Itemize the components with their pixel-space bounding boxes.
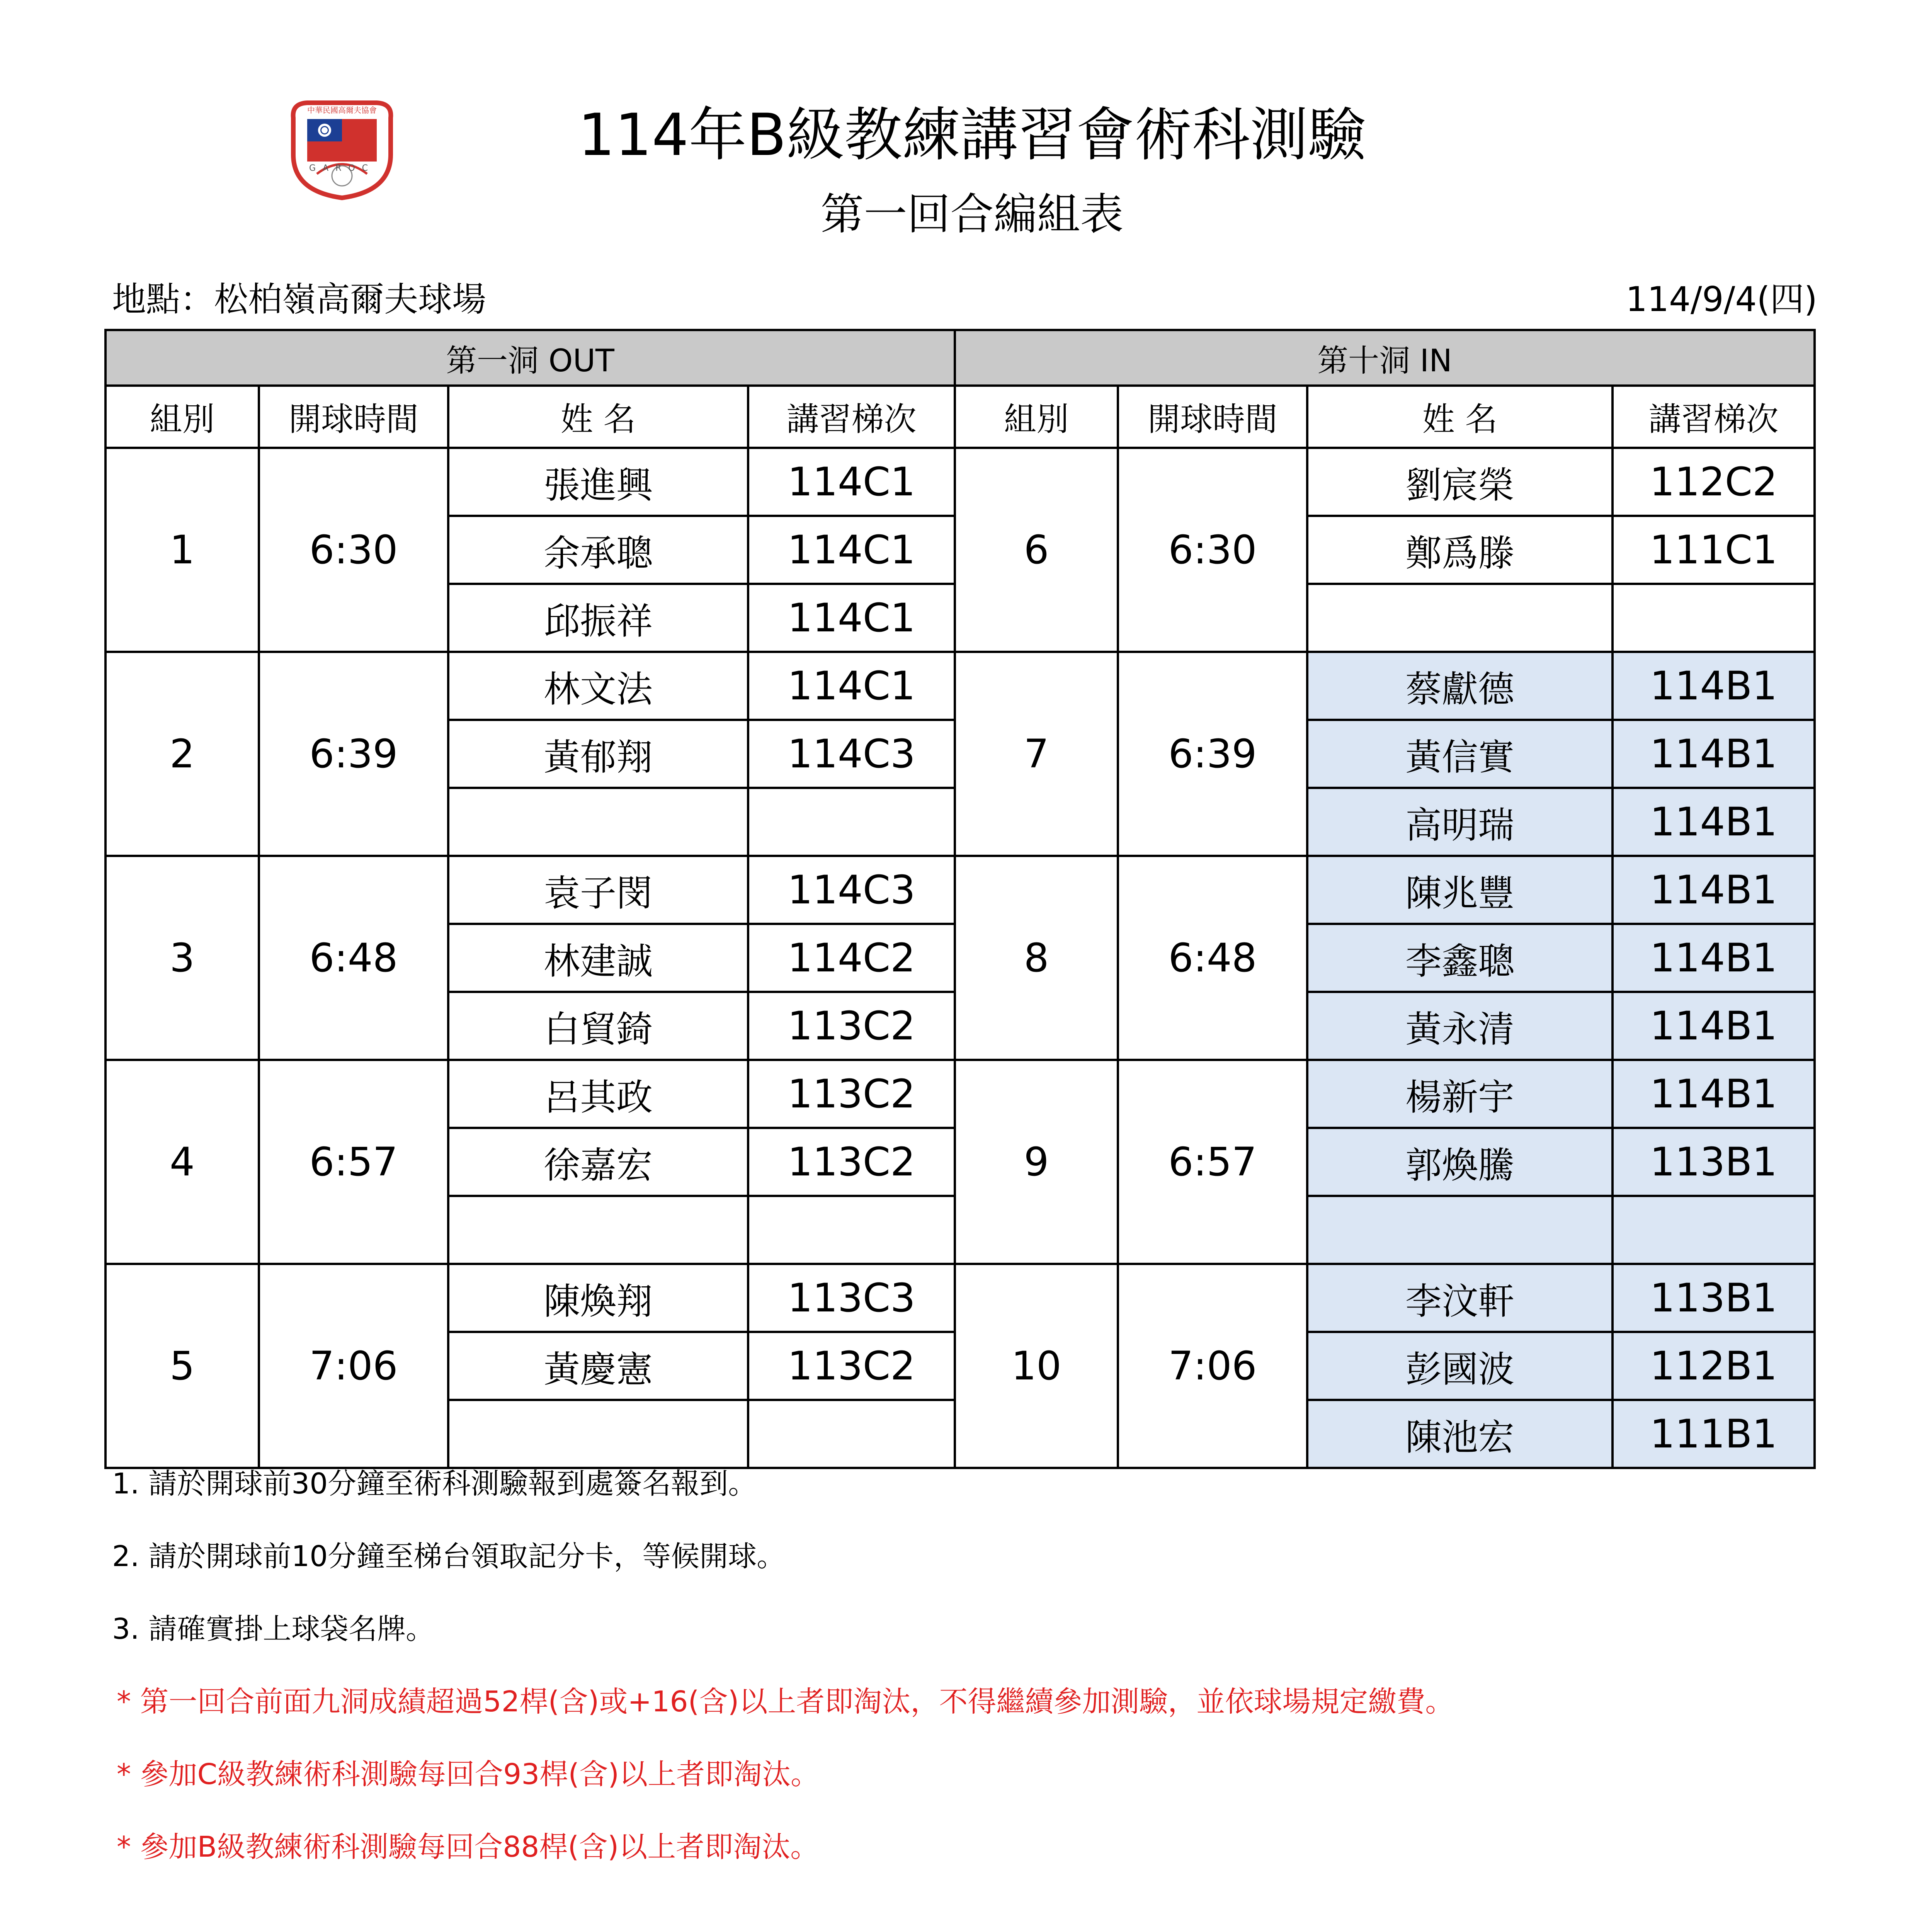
in-player-level: 111B1 [1613,1400,1815,1468]
out-player-name: 陳煥翔 [448,1264,748,1332]
in-group-number: 7 [955,652,1118,856]
column-header-name: 姓 名 [1307,386,1613,448]
in-player-level: 111C1 [1613,516,1815,584]
warning-note: * 第一回合前面九洞成績超過52桿(含)或+16(含)以上者即淘汰，不得繼續參加測驗，並依球場規定繳費。 [117,1685,1454,1718]
in-player-level: 113B1 [1613,1264,1815,1332]
in-player-level [1613,1196,1815,1264]
in-player-name: 蔡獻德 [1307,652,1613,720]
out-group-number: 4 [105,1060,259,1264]
out-tee-time: 6:39 [259,652,448,856]
column-header-level: 講習梯次 [1613,386,1815,448]
table-row [105,856,1815,924]
out-player-level: 114C1 [748,652,955,720]
in-player-name: 陳池宏 [1307,1400,1613,1468]
out-group-number: 1 [105,448,259,652]
out-player-level: 113C2 [748,1060,955,1128]
warning-note: * 參加C級教練術科測驗每回合93桿(含)以上者即淘汰。 [117,1758,820,1791]
in-tee-time: 7:06 [1118,1264,1307,1468]
warning-note: * 參加B級教練術科測驗每回合88桿(含)以上者即淘汰。 [117,1830,819,1864]
column-header-name: 姓 名 [448,386,748,448]
in-player-level: 112B1 [1613,1332,1815,1400]
instruction-note: 1. 請於開球前30分鐘至術科測驗報到處簽名報到。 [112,1467,757,1500]
notes-list [112,1464,1454,1900]
out-player-level: 113C2 [748,992,955,1060]
out-tee-time: 6:48 [259,856,448,1060]
out-player-level: 114C3 [748,720,955,788]
table-row [105,448,1815,516]
out-tee-time: 7:06 [259,1264,448,1468]
in-group-number: 10 [955,1264,1118,1468]
out-group-number: 5 [105,1264,259,1468]
in-player-level: 114B1 [1613,992,1815,1060]
in-player-level: 112C2 [1613,448,1815,516]
out-player-level: 113C2 [748,1332,955,1400]
out-header: 第一洞 OUT [105,330,955,386]
in-player-level: 114B1 [1613,652,1815,720]
in-player-level [1613,584,1815,652]
pairing-table-body [105,448,1815,1468]
in-player-name: 鄭爲滕 [1307,516,1613,584]
location-label: 地點：松柏嶺高爾夫球場 [112,279,486,319]
column-header-level: 講習梯次 [748,386,955,448]
column-header-time: 開球時間 [1118,386,1307,448]
in-group-number: 8 [955,856,1118,1060]
pairing-table [104,329,1816,1469]
out-player-name: 邱振祥 [448,584,748,652]
out-player-name: 袁子閔 [448,856,748,924]
out-player-name: 徐嘉宏 [448,1128,748,1196]
out-player-level: 114C3 [748,856,955,924]
in-player-name: 高明瑞 [1307,788,1613,856]
in-player-level: 114B1 [1613,788,1815,856]
out-player-level: 113C2 [748,1128,955,1196]
out-player-name [448,788,748,856]
page-subtitle: 第一回合編組表 [820,189,1124,240]
out-player-name: 張進興 [448,448,748,516]
in-group-number: 6 [955,448,1118,652]
in-header: 第十洞 IN [955,330,1815,386]
out-player-level: 114C1 [748,584,955,652]
in-player-name: 李鑫聰 [1307,924,1613,992]
out-player-level: 114C2 [748,924,955,992]
out-player-name: 白貿錡 [448,992,748,1060]
in-tee-time: 6:39 [1118,652,1307,856]
in-player-level: 114B1 [1613,720,1815,788]
out-player-level: 114C1 [748,516,955,584]
table-row [105,1060,1815,1128]
logo-org-name: 中華民國高爾夫協會 [307,105,377,115]
out-player-name: 林文法 [448,652,748,720]
column-header-time: 開球時間 [259,386,448,448]
instruction-note: 3. 請確實掛上球袋名牌。 [112,1612,435,1646]
in-player-level: 114B1 [1613,1060,1815,1128]
out-tee-time: 6:30 [259,448,448,652]
out-player-name: 呂其政 [448,1060,748,1128]
in-player-name: 陳兆豐 [1307,856,1613,924]
out-player-name: 余承聰 [448,516,748,584]
table-row [105,652,1815,720]
in-group-number: 9 [955,1060,1118,1264]
out-group-number: 2 [105,652,259,856]
out-group-number: 3 [105,856,259,1060]
instruction-note: 2. 請於開球前10分鐘至梯台領取記分卡，等候開球。 [112,1540,786,1573]
out-player-level: 114C1 [748,448,955,516]
in-player-level: 113B1 [1613,1128,1815,1196]
in-tee-time: 6:30 [1118,448,1307,652]
column-header-group: 組別 [955,386,1118,448]
out-tee-time: 6:57 [259,1060,448,1264]
in-player-level: 114B1 [1613,856,1815,924]
in-player-level: 114B1 [1613,924,1815,992]
in-player-name: 黃永清 [1307,992,1613,1060]
in-tee-time: 6:57 [1118,1060,1307,1264]
page-title: 114年B級教練講習會術科測驗 [578,102,1366,169]
out-player-name [448,1196,748,1264]
in-player-name: 黃信實 [1307,720,1613,788]
column-header-group: 組別 [105,386,259,448]
in-player-name: 楊新宇 [1307,1060,1613,1128]
table-row [105,1264,1815,1332]
in-player-name: 李汶軒 [1307,1264,1613,1332]
out-player-name: 黃慶憲 [448,1332,748,1400]
in-player-name [1307,1196,1613,1264]
in-tee-time: 6:48 [1118,856,1307,1060]
out-player-name: 黃郁翔 [448,720,748,788]
out-player-level [748,1196,955,1264]
in-player-name: 劉宸榮 [1307,448,1613,516]
out-player-name: 林建誠 [448,924,748,992]
out-player-level: 113C3 [748,1264,955,1332]
logo-letters: GAROC [309,163,375,173]
in-player-name [1307,584,1613,652]
out-player-name [448,1400,748,1468]
out-player-level [748,788,955,856]
in-player-name: 郭煥騰 [1307,1128,1613,1196]
out-player-level [748,1400,955,1468]
date-label: 114/9/4(四) [1626,279,1817,319]
in-player-name: 彭國波 [1307,1332,1613,1400]
